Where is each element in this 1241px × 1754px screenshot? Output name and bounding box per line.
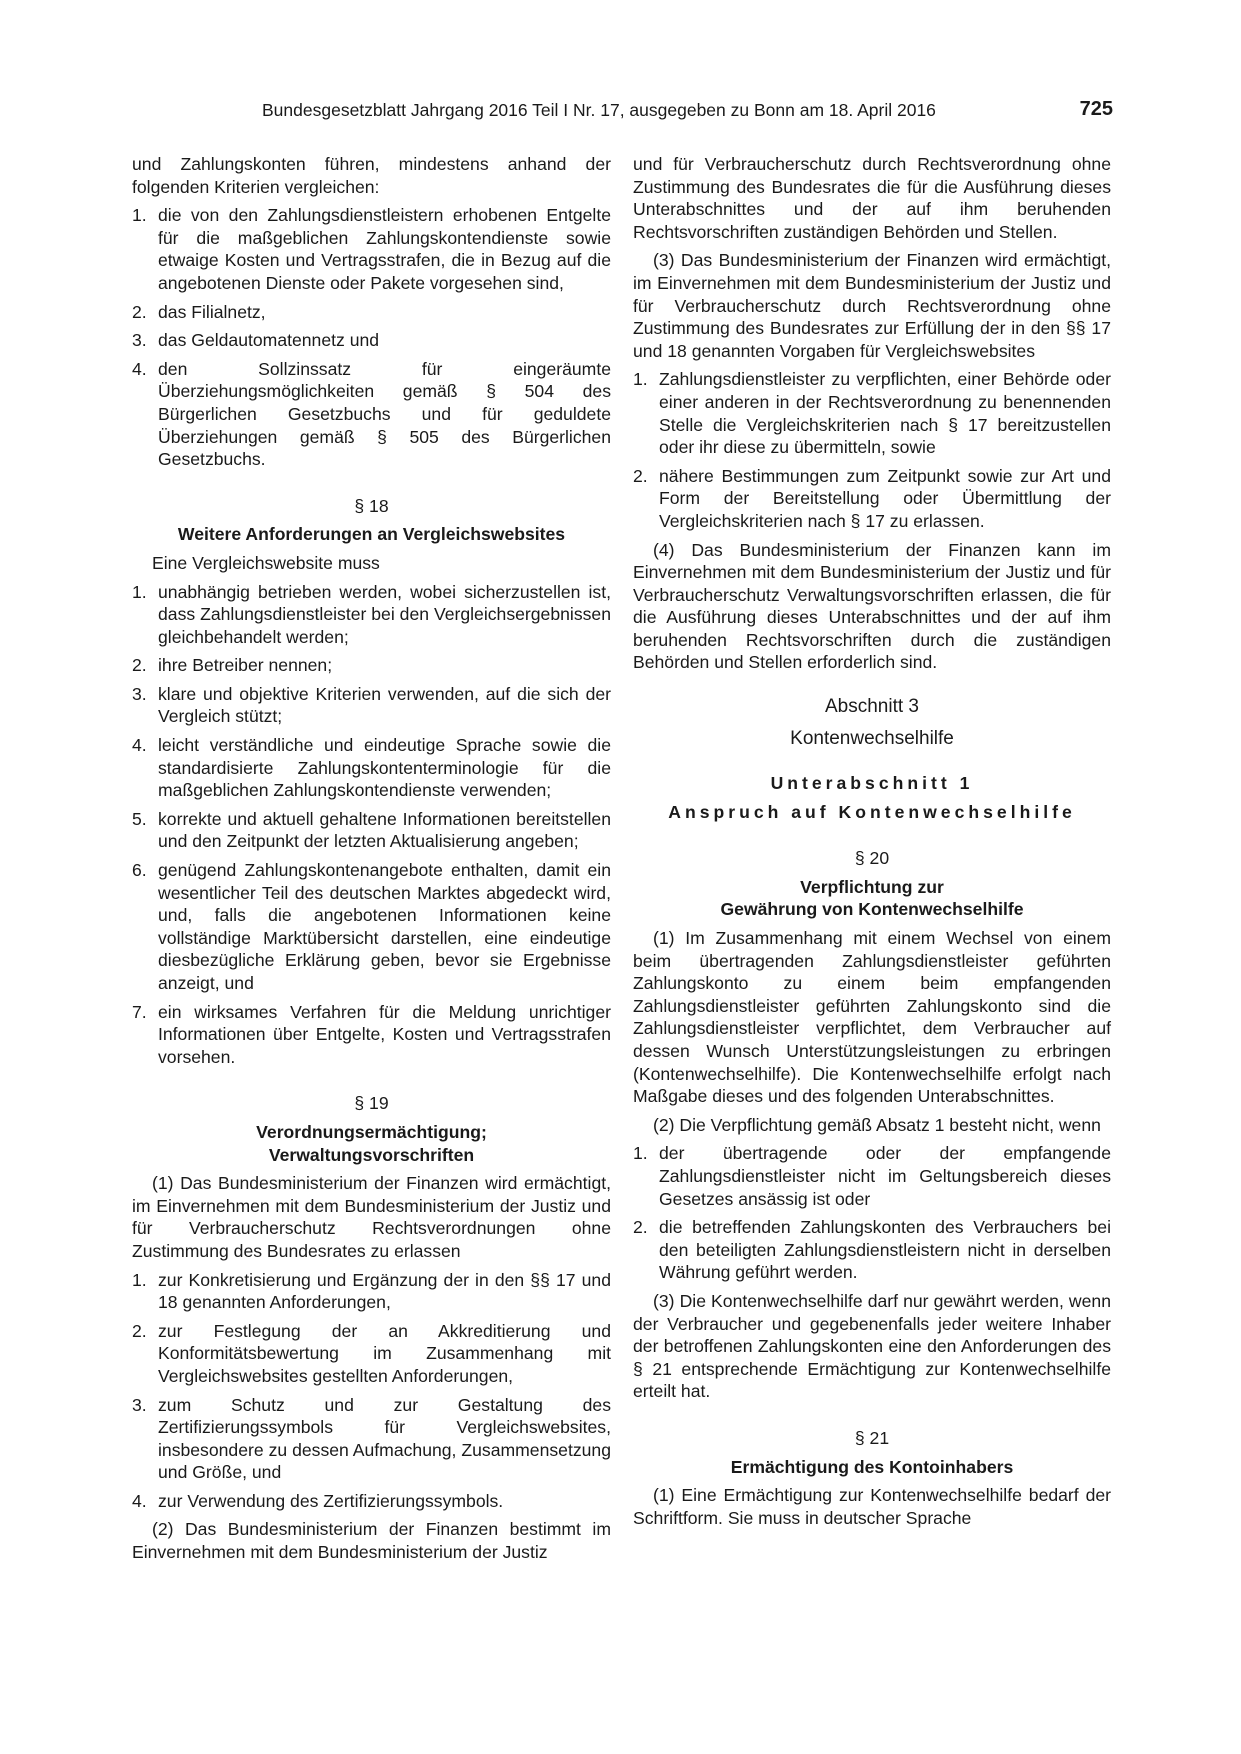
- list-item-text: zur Festlegung der an Akkreditierung und Konformitätsbewertung im Zusammenhang mit Vergleichswebsites gestellten Anforderungen,: [158, 1320, 611, 1386]
- list-item-number: 4.: [132, 735, 147, 756]
- section-18-intro: Eine Vergleichswebsite muss: [152, 552, 380, 573]
- list-item-number: 3.: [132, 1394, 147, 1415]
- list-item-text: zur Konkretisierung und Ergänzung der in den §§ 17 und 18 genannten Anforderungen,: [158, 1269, 611, 1313]
- section-19-paragraph-1: (1) Das Bundesministerium der Finanzen wird ermächtigt, im Einvernehmen mit dem Bundesministerium der Justiz und für Verbraucherschutz Rechtsverordnungen ohne Zustimmung des Bundesrates zu erlassen: [132, 1173, 611, 1261]
- list-item-number: 2.: [132, 655, 147, 676]
- list-item: [132, 859, 611, 995]
- section-number-19: § 19: [354, 1093, 389, 1114]
- list-item: [633, 1142, 1111, 1210]
- list-item: [132, 808, 611, 853]
- list-item-number: 1.: [132, 205, 147, 226]
- list-item-text: korrekte und aktuell gehaltene Informationen bereitstellen und den Zeitpunkt der letzten Aktualisierung angeben;: [158, 808, 611, 852]
- list-item-text: Zahlungsdienstleister zu verpflichten, einer Behörde oder einer anderen in der Rechtsverordnung zu benennenden Stelle die Vergleichskriterien nach § 17 bereitzustellen oder ihr diese zu übermitteln, sowie: [659, 369, 1111, 458]
- list-item: [132, 329, 611, 352]
- list-item: [633, 1216, 1111, 1284]
- list-item-number: 2.: [633, 1217, 648, 1238]
- chapter-title: Kontenwechselhilfe: [790, 728, 954, 750]
- list-item-text: nähere Bestimmungen zum Zeitpunkt sowie zur Art und Form der Bereitstellung oder Übermittlung der Vergleichskriterien nach § 17 zu erlassen.: [659, 465, 1111, 531]
- section-19-paragraph-2: (2) Das Bundesministerium der Finanzen bestimmt im Einvernehmen mit dem Bundesministerium der Justiz: [132, 1519, 611, 1563]
- list-item-number: 6.: [132, 860, 147, 881]
- list-item: [132, 654, 611, 677]
- list-item: [132, 358, 611, 471]
- list-item-text: klare und objektive Kriterien verwenden, auf die sich der Vergleich stützt;: [158, 683, 611, 727]
- list-item-text: die betreffenden Zahlungskonten des Verbrauchers bei den beteiligten Zahlungsdienstleistern nicht in derselben Währung geführt werden.: [659, 1217, 1111, 1283]
- list-item: [132, 581, 611, 649]
- list-item-number: 3.: [132, 330, 147, 351]
- section-title-19-line2: Verwaltungsvorschriften: [268, 1144, 475, 1165]
- section-title-19-line1: Verordnungsermächtigung;: [256, 1121, 487, 1142]
- list-item-number: 4.: [132, 1490, 147, 1511]
- list-item-number: 4.: [132, 358, 147, 379]
- section-title-21: Ermächtigung des Kontoinhabers: [730, 1456, 1014, 1477]
- list-item-text: leicht verständliche und eindeutige Sprache sowie die standardisierte Zahlungskontenterminologie für die maßgeblichen Zahlungskontendienste verwenden;: [158, 735, 611, 801]
- list-item: [132, 1490, 611, 1513]
- section-number-21: § 21: [854, 1427, 890, 1448]
- section-title-18: Weitere Anforderungen an Vergleichswebsites: [177, 524, 566, 545]
- section-title-20-line1: Verpflichtung zur: [800, 876, 944, 897]
- list-item-number: 1.: [132, 1269, 147, 1290]
- list-item-number: 5.: [132, 808, 147, 829]
- list-item: [132, 734, 611, 802]
- subchapter-heading: Unterabschnitt 1: [770, 773, 974, 794]
- continued-paragraph: und für Verbraucherschutz durch Rechtsverordnung ohne Zustimmung des Bundesrates die für die Ausführung dieses Unterabschnittes und der auf ihm beruhenden Rechtsvorschriften zuständigen Behörden und Stellen.: [633, 154, 1111, 242]
- section-19-paragraph-3: (3) Das Bundesministerium der Finanzen wird ermächtigt, im Einvernehmen mit dem Bundesministerium der Justiz und für Verbraucherschutz durch Rechtsverordnung ohne Zustimmung des Bundesrates zur Erfüllung der in den §§ 17 und 18 genannten Vorgaben für Vergleichswebsites: [633, 250, 1111, 361]
- list-item-text: zum Schutz und zur Gestaltung des Zertifizierungssymbols für Vergleichswebsites, insbesondere zu dessen Aufmachung, Zusammensetzung und Größe, und: [158, 1394, 611, 1483]
- list-item-text: die von den Zahlungsdienstleistern erhobenen Entgelte für die maßgeblichen Zahlungskontendienste sowie etwaige Kosten und Vertragsstrafen, die in Bezug auf die angebotenen Dienste oder Pakete vorgesehen sind,: [158, 205, 611, 293]
- section-number-20: § 20: [854, 848, 890, 869]
- section-19-paragraph-3-list: [633, 368, 1111, 532]
- list-item-number: 7.: [132, 1001, 147, 1022]
- list-item-text: genügend Zahlungskontenangebote enthalten, damit ein wesentlicher Teil des deutschen Marktes abgedeckt wird, und, falls die angebotenen Informationen keine vollständige Marktübersicht darstellen, eine eindeutige diesbezügliche Erklärung geben, bevor sie Ergebnisse anzeigt, und: [158, 860, 611, 993]
- list-item-number: 1.: [132, 581, 147, 602]
- list-item-number: 2.: [633, 465, 648, 486]
- list-item: [132, 1320, 611, 1388]
- section-number-18: § 18: [354, 495, 389, 516]
- list-item-text: zur Verwendung des Zertifizierungssymbols.: [158, 1490, 504, 1511]
- section-19-list: [132, 1269, 611, 1513]
- list-item: [132, 1001, 611, 1069]
- list-item-number: 1.: [633, 369, 648, 390]
- section-19-paragraph-4: (4) Das Bundesministerium der Finanzen kann im Einvernehmen mit dem Bundesministerium der Justiz und für Verbraucherschutz Verwaltungsvorschriften erlassen, die für die Ausführung dieses Unterabschnittes und der auf ihm beruhenden Rechtsvorschriften durch die zuständigen Behörden und Stellen erforderlich sind.: [633, 539, 1111, 673]
- list-item-text: unabhängig betrieben werden, wobei sicherzustellen ist, dass Zahlungsdienstleister bei den Vergleichsergebnissen gleichbehandelt werden;: [158, 581, 611, 647]
- section-20-paragraph-1: (1) Im Zusammenhang mit einem Wechsel von einem beim übertragenden Zahlungsdienstleister geführten Zahlungskonto zu einem beim empfangenden Zahlungsdienstleister geführten Zahlungskonto sind die Zahlungsdienstleister verpflichtet, dem Verbraucher auf dessen Wunsch Unterstützungsleistungen zu erbringen (Kontenwechselhilfe). Die Kontenwechselhilfe erfolgt nach Maßgabe dieses und des folgenden Unterabschnittes.: [633, 928, 1111, 1107]
- list-item-text: den Sollzinssatz für eingeräumte Überziehungsmöglichkeiten gemäß § 504 des Bürgerlichen Gesetzbuchs und für geduldete Überziehungen gemäß § 505 des Bürgerlichen Gesetzbuchs.: [158, 358, 611, 470]
- left-column: [132, 153, 611, 1570]
- section-title-19: [132, 1121, 611, 1166]
- list-item-number: 1.: [633, 1143, 648, 1164]
- criteria-list: [132, 204, 611, 471]
- list-item-number: 2.: [132, 301, 147, 322]
- section-20-list: [633, 1142, 1111, 1284]
- list-item-number: 2.: [132, 1320, 147, 1341]
- list-item-number: 3.: [132, 683, 147, 704]
- list-item: [132, 1269, 611, 1314]
- list-item-text: das Geldautomatennetz und: [158, 330, 380, 351]
- page-number: 725: [1079, 98, 1113, 120]
- list-item-text: ihre Betreiber nennen;: [158, 655, 333, 676]
- section-20-paragraph-3: (3) Die Kontenwechselhilfe darf nur gewährt werden, wenn der Verbraucher und gegebenenfalls jeder weitere Inhaber der betroffenen Zahlungskonten eine den Anforderungen des § 21 entsprechende Ermächtigung zur Kontenwechselhilfe erteilt hat.: [633, 1290, 1111, 1402]
- section-21-paragraph-1: (1) Eine Ermächtigung zur Kontenwechselhilfe bedarf der Schriftform. Sie muss in deutscher Sprache: [633, 1485, 1111, 1528]
- list-item: [633, 368, 1111, 458]
- section-title-20: [633, 876, 1111, 921]
- subchapter-title: Anspruch auf Kontenwechselhilfe: [668, 801, 1076, 822]
- running-header: Bundesgesetzblatt Jahrgang 2016 Teil I Nr. 17, ausgegeben zu Bonn am 18. April 2016: [262, 100, 936, 120]
- list-item: [132, 1394, 611, 1484]
- section-20-paragraph-2: (2) Die Verpflichtung gemäß Absatz 1 besteht nicht, wenn: [653, 1114, 1101, 1135]
- list-item: [132, 204, 611, 294]
- list-item: [132, 301, 611, 324]
- chapter-heading: Abschnitt 3: [825, 696, 919, 718]
- list-item-text: der übertragende oder der empfangende Zahlungsdienstleister nicht im Geltungsbereich dieses Gesetzes ansässig ist oder: [659, 1143, 1111, 1209]
- list-item-text: das Filialnetz,: [158, 301, 266, 322]
- list-item: [633, 465, 1111, 533]
- list-item: [132, 683, 611, 728]
- intro-paragraph: und Zahlungskonten führen, mindestens anhand der folgenden Kriterien vergleichen:: [132, 154, 611, 197]
- section-18-list: [132, 581, 611, 1069]
- right-column: [633, 153, 1111, 1535]
- list-item-text: ein wirksames Verfahren für die Meldung unrichtiger Informationen über Entgelte, Kosten und Vertragsstrafen vorsehen.: [158, 1001, 611, 1067]
- section-title-20-line2: Gewährung von Kontenwechselhilfe: [720, 899, 1024, 920]
